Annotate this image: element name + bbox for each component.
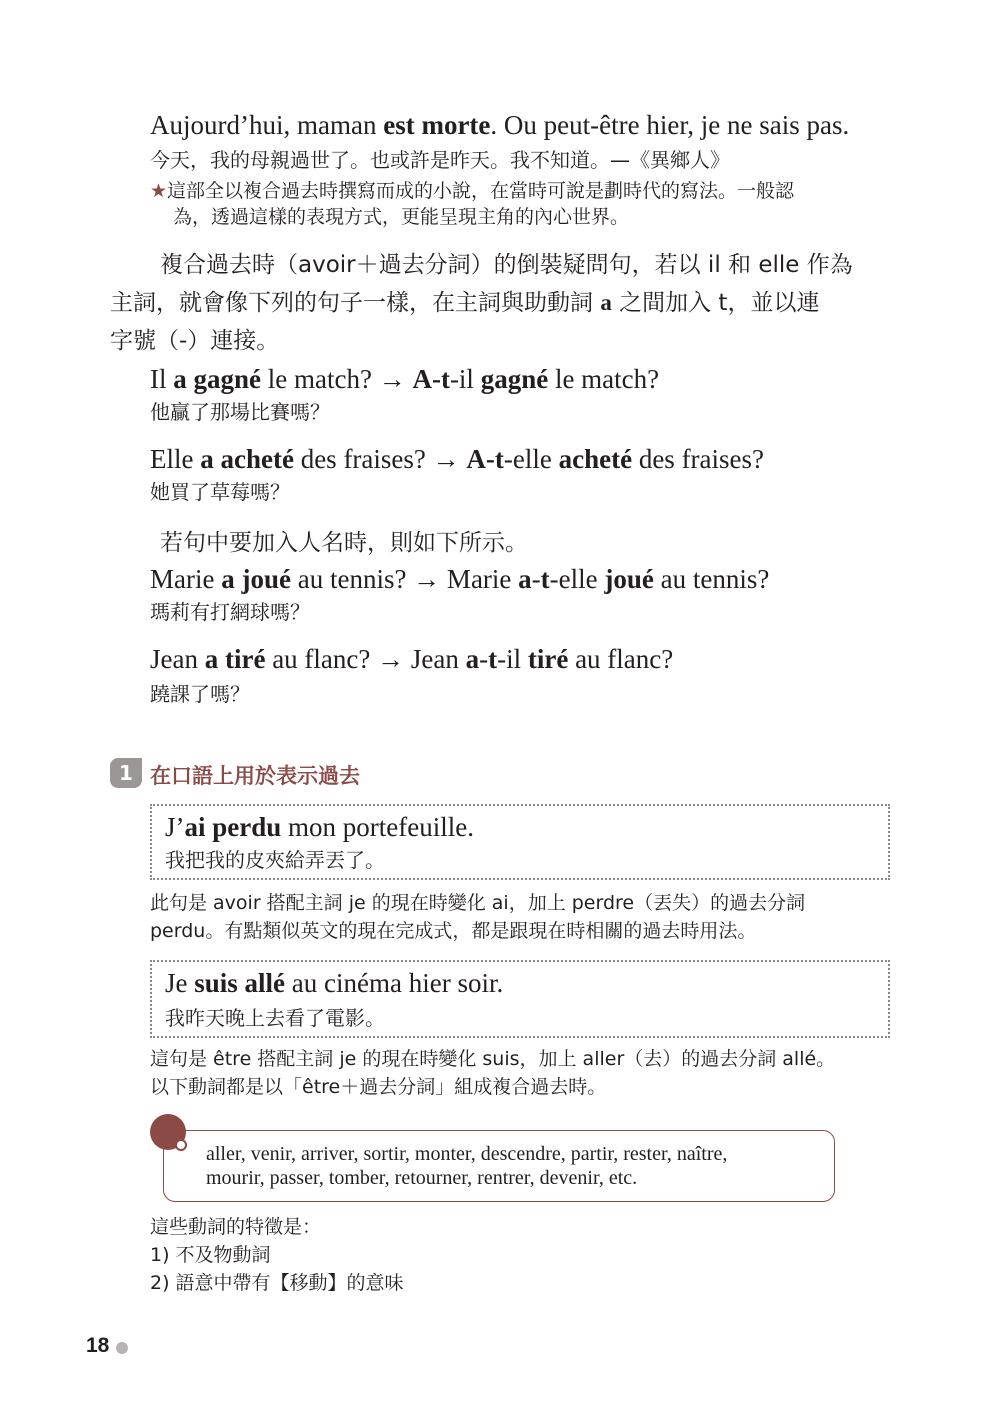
explain-bold-a: a: [600, 290, 612, 315]
ex-bold: a: [465, 644, 480, 674]
ex-bold: suis allé: [194, 968, 286, 998]
star-icon: ★: [150, 180, 168, 202]
ex-part: -elle: [503, 444, 559, 474]
box-example-fr: [165, 810, 474, 844]
ex-bold: A-t: [412, 364, 450, 394]
example-zh: 他贏了那場比賽嗎？: [150, 400, 330, 424]
box-example-zh: 我把我的皮夾給弄丟了。: [165, 848, 385, 872]
ex-bold: acheté: [558, 444, 633, 474]
example-fr: [150, 642, 673, 676]
box-note-line: 這句是 être 搭配主詞 je 的現在時變化 suis，加上 aller（去）的過去分詞 allé。: [150, 1048, 836, 1070]
explain-line: [110, 284, 819, 322]
explain-line: 複合過去時（avoir＋過去分詞）的倒裝疑問句，若以 il 和 elle 作為: [160, 252, 853, 278]
page-number: 18: [86, 1334, 110, 1357]
ex-part: Je: [165, 968, 195, 998]
verbs-line: mourir, passer, tomber, retourner, rentrer, devenir, etc.: [206, 1167, 638, 1189]
intro-note-line: 為，透過這樣的表現方式，更能呈現主角的內心世界。: [173, 206, 630, 228]
verbs-line: aller, venir, arriver, sortir, monter, descendre, partir, rester, naître,: [206, 1143, 728, 1165]
explain-part: 主詞，就會像下列的句子一樣，在主詞與助動詞: [110, 290, 601, 316]
box-note-line: 此句是 avoir 搭配主詞 je 的現在時變化 ai，加上 perdre（丟失）的過去分詞: [150, 892, 806, 914]
ex-part: mon portefeuille.: [281, 812, 474, 842]
features-heading: 這些動詞的特徵是：: [150, 1216, 322, 1238]
ex-part: -elle: [549, 564, 605, 594]
example-fr: [150, 362, 659, 396]
page-dot-icon: [116, 1342, 128, 1354]
name-intro: 若句中要加入人名時，則如下所示。: [160, 530, 528, 556]
box-example-zh: 我昨天晚上去看了電影。: [165, 1006, 385, 1030]
intro-quote-fr: [150, 108, 849, 142]
intro-fr-part: . Ou peut-être hier, je ne sais pas.: [490, 110, 850, 140]
features-item: 1) 不及物動詞: [150, 1244, 271, 1266]
ex-bold: a: [518, 564, 532, 594]
ex-bold: ai perdu: [184, 812, 282, 842]
ex-bold: joué: [604, 564, 654, 594]
ex-part: au flanc?: [568, 644, 674, 674]
ex-bold: A-t: [466, 444, 504, 474]
intro-note: [150, 178, 794, 204]
example-zh: 她買了草莓嗎？: [150, 480, 290, 504]
ex-bold: a gagné: [173, 364, 261, 394]
intro-quote-zh: 今天，我的母親過世了。也或許是昨天。我不知道。—《異鄉人》: [150, 148, 730, 172]
ex-part: au flanc? → Jean: [265, 644, 466, 674]
ex-part: J’: [165, 812, 185, 842]
intro-fr-part: Aujourd’hui, maman: [150, 110, 384, 140]
ex-part: au tennis?: [653, 564, 770, 594]
ex-part: Il: [150, 364, 174, 394]
ex-part: -il: [497, 644, 528, 674]
box-note-line: perdu。有點類似英文的現在完成式，都是跟現在時相關的過去時用法。: [150, 920, 757, 942]
ex-part: -: [479, 644, 489, 674]
example-zh: 瑪莉有打網球嗎？: [150, 600, 310, 624]
ex-part: des fraises?: [632, 444, 765, 474]
ex-bold: a joué: [221, 564, 291, 594]
example-fr: [150, 562, 769, 596]
ex-part: le match?: [548, 364, 660, 394]
ex-bold: t: [540, 564, 550, 594]
example-fr: [150, 442, 764, 476]
ex-part: -: [531, 564, 541, 594]
example-zh: 蹺課了嗎？: [150, 682, 250, 706]
ex-part: au tennis? → Marie: [290, 564, 519, 594]
ex-part: des fraises? →: [293, 444, 467, 474]
ex-part: Jean: [150, 644, 205, 674]
box-note-line: 以下動詞都是以「être＋過去分詞」組成複合過去時。: [150, 1076, 607, 1098]
intro-note-line: 這部全以複合過去時撰寫而成的小說，在當時可說是劃時代的寫法。一般認: [167, 180, 795, 202]
ex-part: Marie: [150, 564, 222, 594]
ex-part: -il: [449, 364, 481, 394]
bubble-icon: [148, 1112, 192, 1156]
explain-line: 字號（-）連接。: [110, 328, 280, 354]
section-number-badge: 1: [110, 758, 142, 788]
ex-bold: tiré: [527, 644, 569, 674]
ex-bold: gagné: [480, 364, 549, 394]
ex-bold: t: [488, 644, 498, 674]
ex-bold: a tiré: [204, 644, 266, 674]
intro-fr-bold: est morte: [383, 110, 491, 140]
features-item: 2) 語意中帶有【移動】的意味: [150, 1272, 404, 1294]
ex-bold: a acheté: [200, 444, 294, 474]
ex-part: le match? →: [261, 364, 413, 394]
box-example-fr: [165, 966, 503, 1000]
section-title: 在口語上用於表示過去: [150, 764, 360, 788]
ex-part: au cinéma hier soir.: [285, 968, 504, 998]
ex-part: Elle: [150, 444, 201, 474]
explain-part: 之間加入 t，並以連: [611, 290, 820, 316]
